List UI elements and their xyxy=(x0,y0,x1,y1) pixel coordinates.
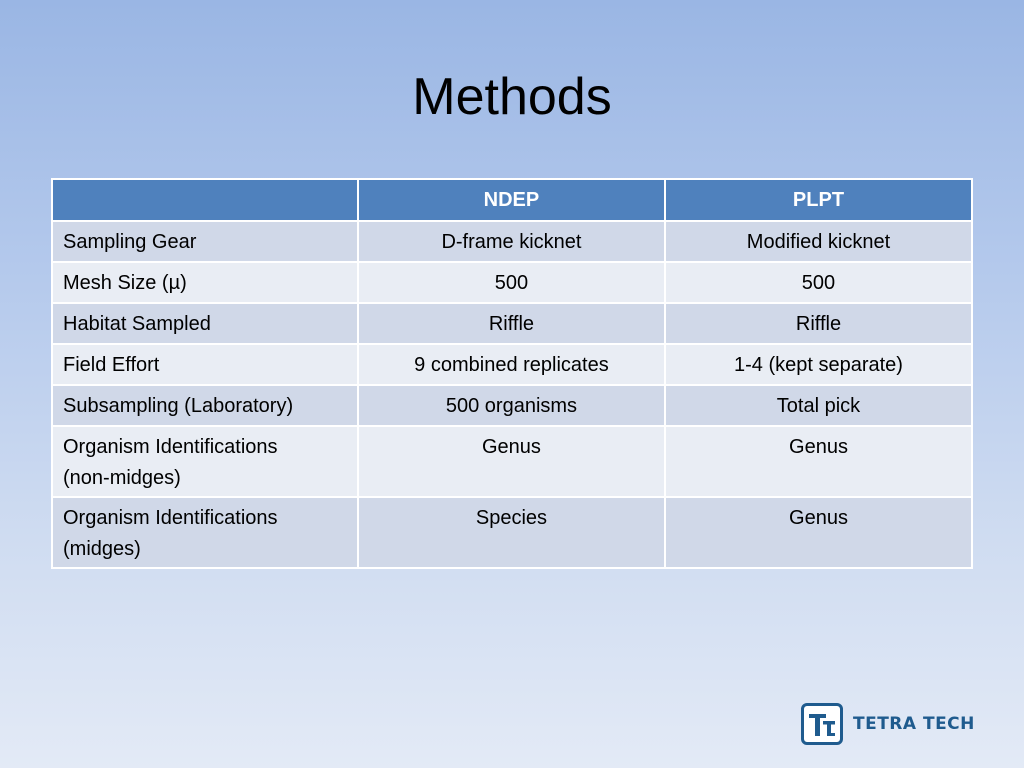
slide-title: Methods xyxy=(412,68,612,126)
plpt-value: 1-4 (kept separate) xyxy=(665,344,972,385)
row-label: Subsampling (Laboratory) xyxy=(52,385,358,426)
table-row xyxy=(52,221,972,262)
tetra-tech-logo xyxy=(801,703,975,745)
plpt-value: Modified kicknet xyxy=(665,221,972,262)
plpt-value: Genus xyxy=(665,426,972,497)
row-label xyxy=(52,426,358,497)
row-label: Mesh Size (µ) xyxy=(52,262,358,303)
table-row xyxy=(52,262,972,303)
ndep-value: 9 combined replicates xyxy=(358,344,665,385)
table-row xyxy=(52,385,972,426)
table-row xyxy=(52,497,972,568)
ndep-value: D-frame kicknet xyxy=(358,221,665,262)
table-row xyxy=(52,426,972,497)
row-label-line2: (non-midges) xyxy=(63,467,181,489)
logo-text: TETRA TECH xyxy=(853,714,975,734)
row-label: Field Effort xyxy=(52,344,358,385)
plpt-value: Genus xyxy=(665,497,972,568)
tt-monogram-icon xyxy=(804,706,840,742)
row-label xyxy=(52,497,358,568)
ndep-value: Riffle xyxy=(358,303,665,344)
row-label-line1: Organism Identifications xyxy=(63,507,278,529)
header-cell-empty xyxy=(52,179,358,221)
row-label-line2: (midges) xyxy=(63,538,141,560)
table-row xyxy=(52,303,972,344)
row-label-line1: Organism Identifications xyxy=(63,436,278,458)
methods-table xyxy=(51,178,973,569)
ndep-value: Genus xyxy=(358,426,665,497)
plpt-value: 500 xyxy=(665,262,972,303)
header-cell-ndep: NDEP xyxy=(358,179,665,221)
ndep-value: 500 organisms xyxy=(358,385,665,426)
row-label: Sampling Gear xyxy=(52,221,358,262)
plpt-value: Total pick xyxy=(665,385,972,426)
ndep-value: Species xyxy=(358,497,665,568)
plpt-value: Riffle xyxy=(665,303,972,344)
row-label: Habitat Sampled xyxy=(52,303,358,344)
tetra-tech-logo-icon xyxy=(801,703,843,745)
header-cell-plpt: PLPT xyxy=(665,179,972,221)
table-header-row xyxy=(52,179,972,221)
ndep-value: 500 xyxy=(358,262,665,303)
table-row xyxy=(52,344,972,385)
